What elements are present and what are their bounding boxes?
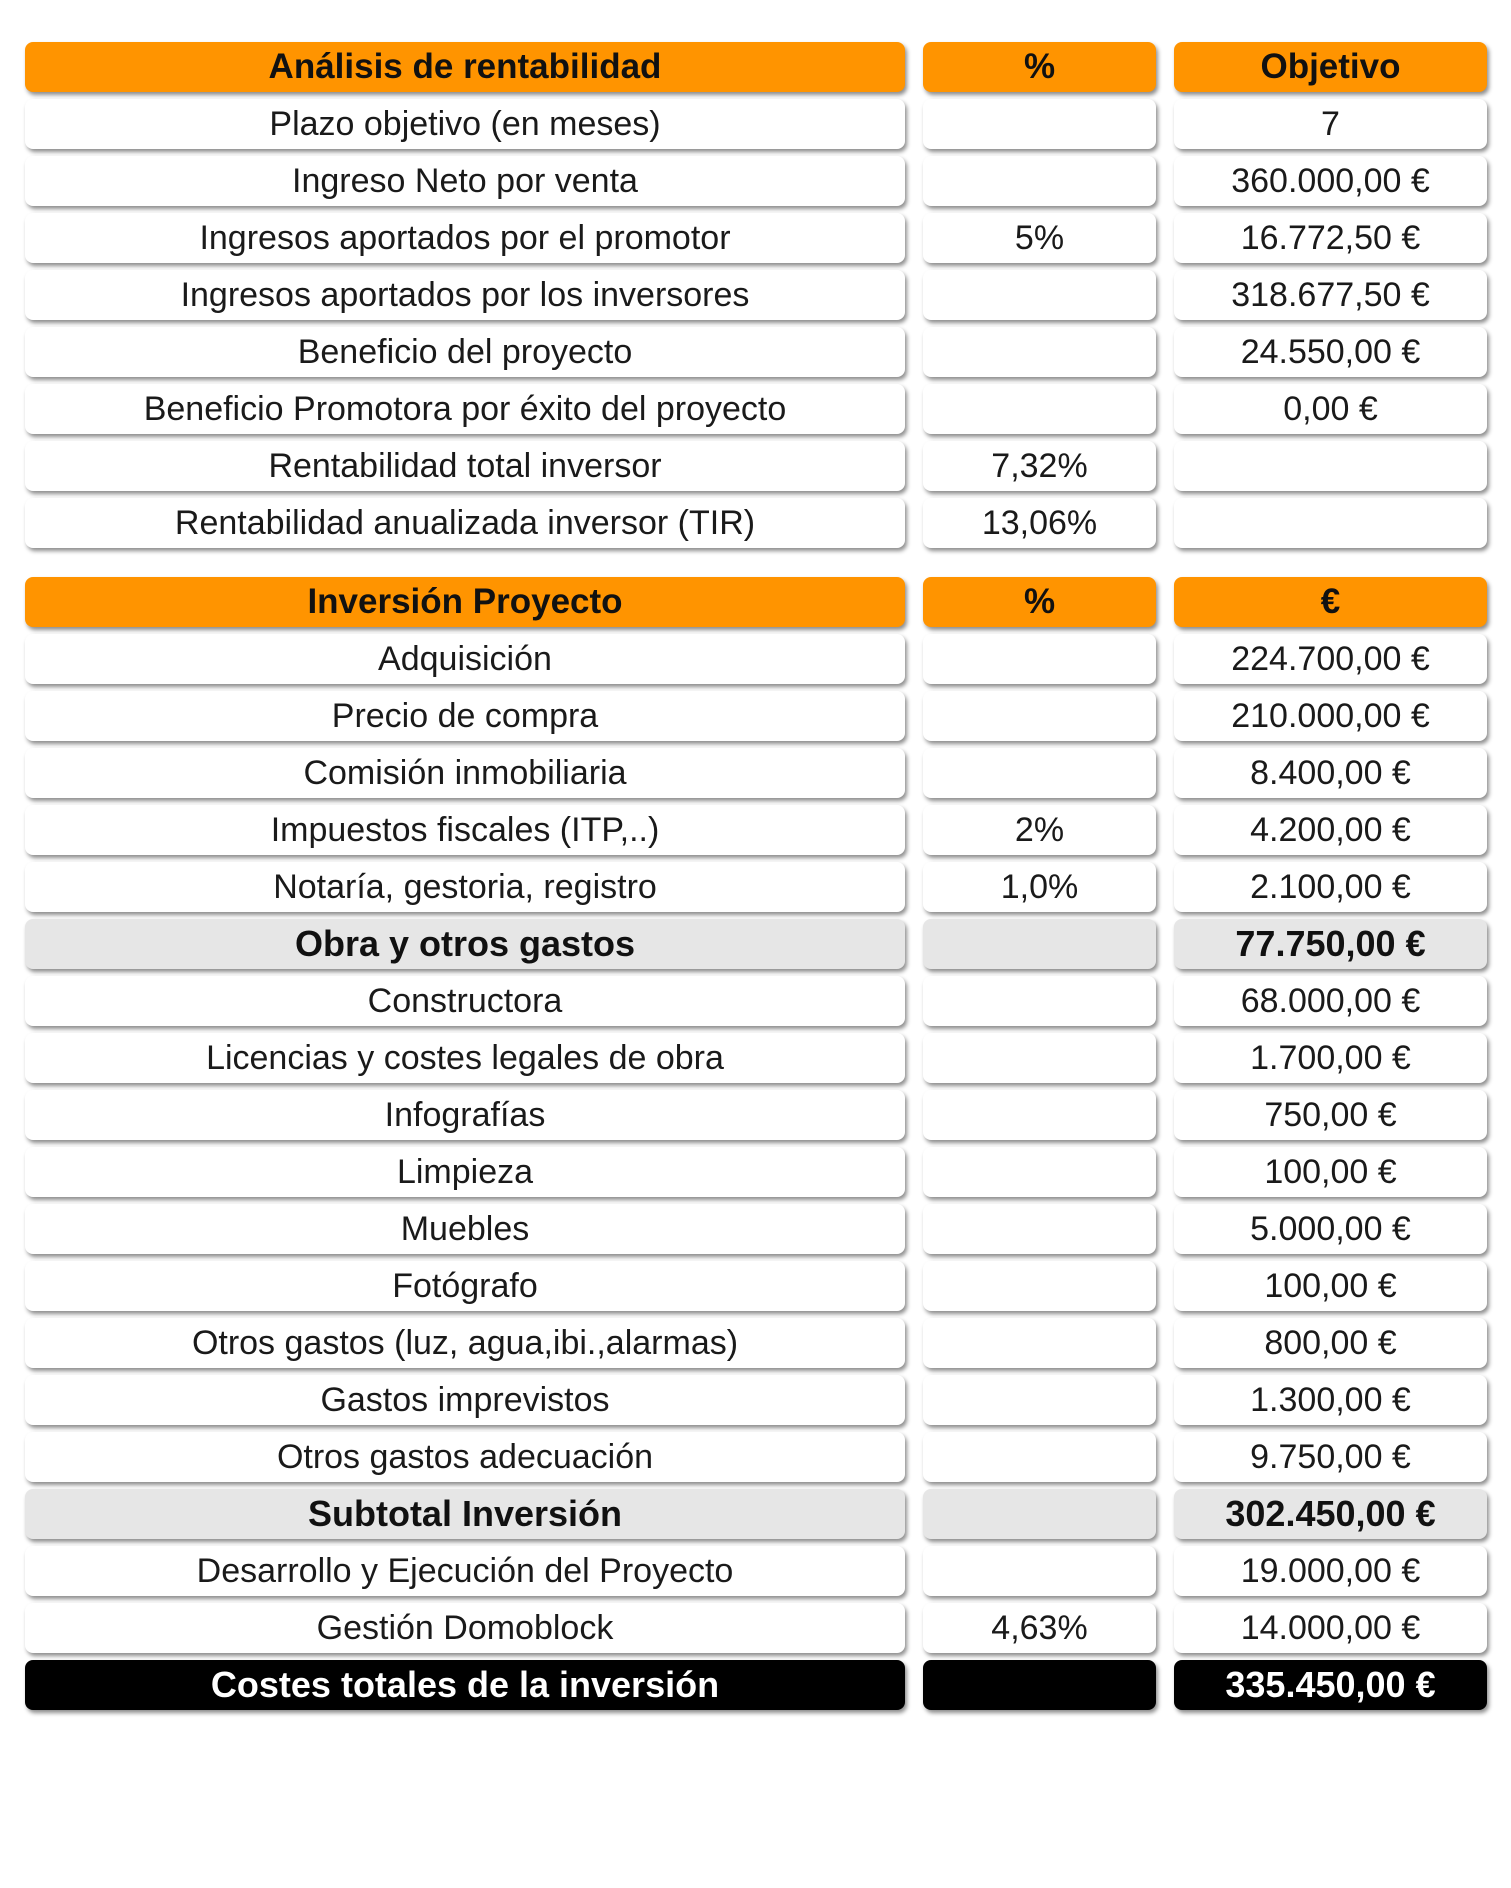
row-label: Subtotal Inversión xyxy=(25,1489,905,1539)
table-row xyxy=(25,748,1487,805)
row-value: 14.000,00 € xyxy=(1174,1603,1487,1653)
row-label: Rentabilidad anualizada inversor (TIR) xyxy=(25,498,905,548)
header-value: Objetivo xyxy=(1174,42,1487,92)
row-label: Plazo objetivo (en meses) xyxy=(25,99,905,149)
row-percent: 5% xyxy=(923,213,1156,263)
row-label: Gestión Domoblock xyxy=(25,1603,905,1653)
row-percent xyxy=(923,748,1156,798)
row-label: Infografías xyxy=(25,1090,905,1140)
table-row xyxy=(25,1261,1487,1318)
row-value: 2.100,00 € xyxy=(1174,862,1487,912)
row-percent xyxy=(923,156,1156,206)
row-value: 100,00 € xyxy=(1174,1261,1487,1311)
row-value xyxy=(1174,441,1487,491)
row-value: 16.772,50 € xyxy=(1174,213,1487,263)
table-body xyxy=(25,634,1487,1660)
row-value: 68.000,00 € xyxy=(1174,976,1487,1026)
row-percent xyxy=(923,976,1156,1026)
table-row xyxy=(25,976,1487,1033)
row-percent xyxy=(923,1033,1156,1083)
row-percent xyxy=(923,384,1156,434)
row-percent xyxy=(923,327,1156,377)
row-label: Beneficio del proyecto xyxy=(25,327,905,377)
table-row xyxy=(25,1546,1487,1603)
table-header xyxy=(25,577,1487,634)
header-label: Inversión Proyecto xyxy=(25,577,905,627)
row-value: 100,00 € xyxy=(1174,1147,1487,1197)
row-label: Fotógrafo xyxy=(25,1261,905,1311)
row-label: Ingreso Neto por venta xyxy=(25,156,905,206)
table-row xyxy=(25,156,1487,213)
row-label: Otros gastos (luz, agua,ibi.,alarmas) xyxy=(25,1318,905,1368)
table-row xyxy=(25,1204,1487,1261)
table-body xyxy=(25,99,1487,555)
row-value: 19.000,00 € xyxy=(1174,1546,1487,1596)
row-label: Gastos imprevistos xyxy=(25,1375,905,1425)
row-label: Muebles xyxy=(25,1204,905,1254)
row-label: Limpieza xyxy=(25,1147,905,1197)
row-percent: 7,32% xyxy=(923,441,1156,491)
row-value: 800,00 € xyxy=(1174,1318,1487,1368)
row-percent xyxy=(923,1318,1156,1368)
row-label: Notaría, gestoria, registro xyxy=(25,862,905,912)
row-value xyxy=(1174,498,1487,548)
row-value: 224.700,00 € xyxy=(1174,634,1487,684)
row-percent: 2% xyxy=(923,805,1156,855)
row-label: Ingresos aportados por los inversores xyxy=(25,270,905,320)
row-value: 4.200,00 € xyxy=(1174,805,1487,855)
row-value: 77.750,00 € xyxy=(1174,919,1487,969)
header-value: € xyxy=(1174,577,1487,627)
row-value: 7 xyxy=(1174,99,1487,149)
table-row xyxy=(25,1033,1487,1090)
row-percent xyxy=(923,1546,1156,1596)
project-investment-table xyxy=(25,577,1487,1717)
total-label: Costes totales de la inversión xyxy=(25,1660,905,1710)
row-value: 210.000,00 € xyxy=(1174,691,1487,741)
header-percent: % xyxy=(923,577,1156,627)
table-row xyxy=(25,1432,1487,1489)
table-row xyxy=(25,805,1487,862)
row-value: 9.750,00 € xyxy=(1174,1432,1487,1482)
row-percent xyxy=(923,919,1156,969)
total-row xyxy=(25,1660,1487,1717)
row-value: 0,00 € xyxy=(1174,384,1487,434)
row-value: 360.000,00 € xyxy=(1174,156,1487,206)
table-header xyxy=(25,42,1487,99)
row-value: 318.677,50 € xyxy=(1174,270,1487,320)
row-percent xyxy=(923,1147,1156,1197)
table-row xyxy=(25,634,1487,691)
table-row xyxy=(25,862,1487,919)
row-value: 1.300,00 € xyxy=(1174,1375,1487,1425)
table-row xyxy=(25,384,1487,441)
row-label: Precio de compra xyxy=(25,691,905,741)
row-label: Obra y otros gastos xyxy=(25,919,905,969)
row-percent xyxy=(923,1204,1156,1254)
row-label: Licencias y costes legales de obra xyxy=(25,1033,905,1083)
row-label: Ingresos aportados por el promotor xyxy=(25,213,905,263)
row-value: 1.700,00 € xyxy=(1174,1033,1487,1083)
row-percent xyxy=(923,691,1156,741)
row-percent xyxy=(923,634,1156,684)
row-value: 24.550,00 € xyxy=(1174,327,1487,377)
header-label: Análisis de rentabilidad xyxy=(25,42,905,92)
table-row xyxy=(25,327,1487,384)
row-percent xyxy=(923,1090,1156,1140)
row-percent xyxy=(923,1432,1156,1482)
table-row xyxy=(25,99,1487,156)
table-row xyxy=(25,1147,1487,1204)
table-row xyxy=(25,270,1487,327)
row-percent xyxy=(923,1261,1156,1311)
row-value: 8.400,00 € xyxy=(1174,748,1487,798)
table-row xyxy=(25,1603,1487,1660)
table-row xyxy=(25,1318,1487,1375)
row-label: Rentabilidad total inversor xyxy=(25,441,905,491)
row-value: 302.450,00 € xyxy=(1174,1489,1487,1539)
row-label: Comisión inmobiliaria xyxy=(25,748,905,798)
row-percent xyxy=(923,270,1156,320)
row-label: Beneficio Promotora por éxito del proyecto xyxy=(25,384,905,434)
row-percent: 4,63% xyxy=(923,1603,1156,1653)
table-row xyxy=(25,441,1487,498)
row-percent xyxy=(923,1375,1156,1425)
row-percent xyxy=(923,1489,1156,1539)
total-value: 335.450,00 € xyxy=(1174,1660,1487,1710)
row-value: 750,00 € xyxy=(1174,1090,1487,1140)
subtotal-row xyxy=(25,1489,1487,1546)
row-label: Impuestos fiscales (ITP,..) xyxy=(25,805,905,855)
row-percent: 1,0% xyxy=(923,862,1156,912)
row-label: Desarrollo y Ejecución del Proyecto xyxy=(25,1546,905,1596)
row-label: Constructora xyxy=(25,976,905,1026)
table-row xyxy=(25,498,1487,555)
table-row xyxy=(25,1090,1487,1147)
row-label: Otros gastos adecuación xyxy=(25,1432,905,1482)
row-value: 5.000,00 € xyxy=(1174,1204,1487,1254)
table-row xyxy=(25,1375,1487,1432)
row-label: Adquisición xyxy=(25,634,905,684)
header-percent: % xyxy=(923,42,1156,92)
total-percent xyxy=(923,1660,1156,1710)
row-percent xyxy=(923,99,1156,149)
profitability-analysis-table xyxy=(25,42,1487,555)
row-percent: 13,06% xyxy=(923,498,1156,548)
table-row xyxy=(25,691,1487,748)
subtotal-row xyxy=(25,919,1487,976)
table-row xyxy=(25,213,1487,270)
